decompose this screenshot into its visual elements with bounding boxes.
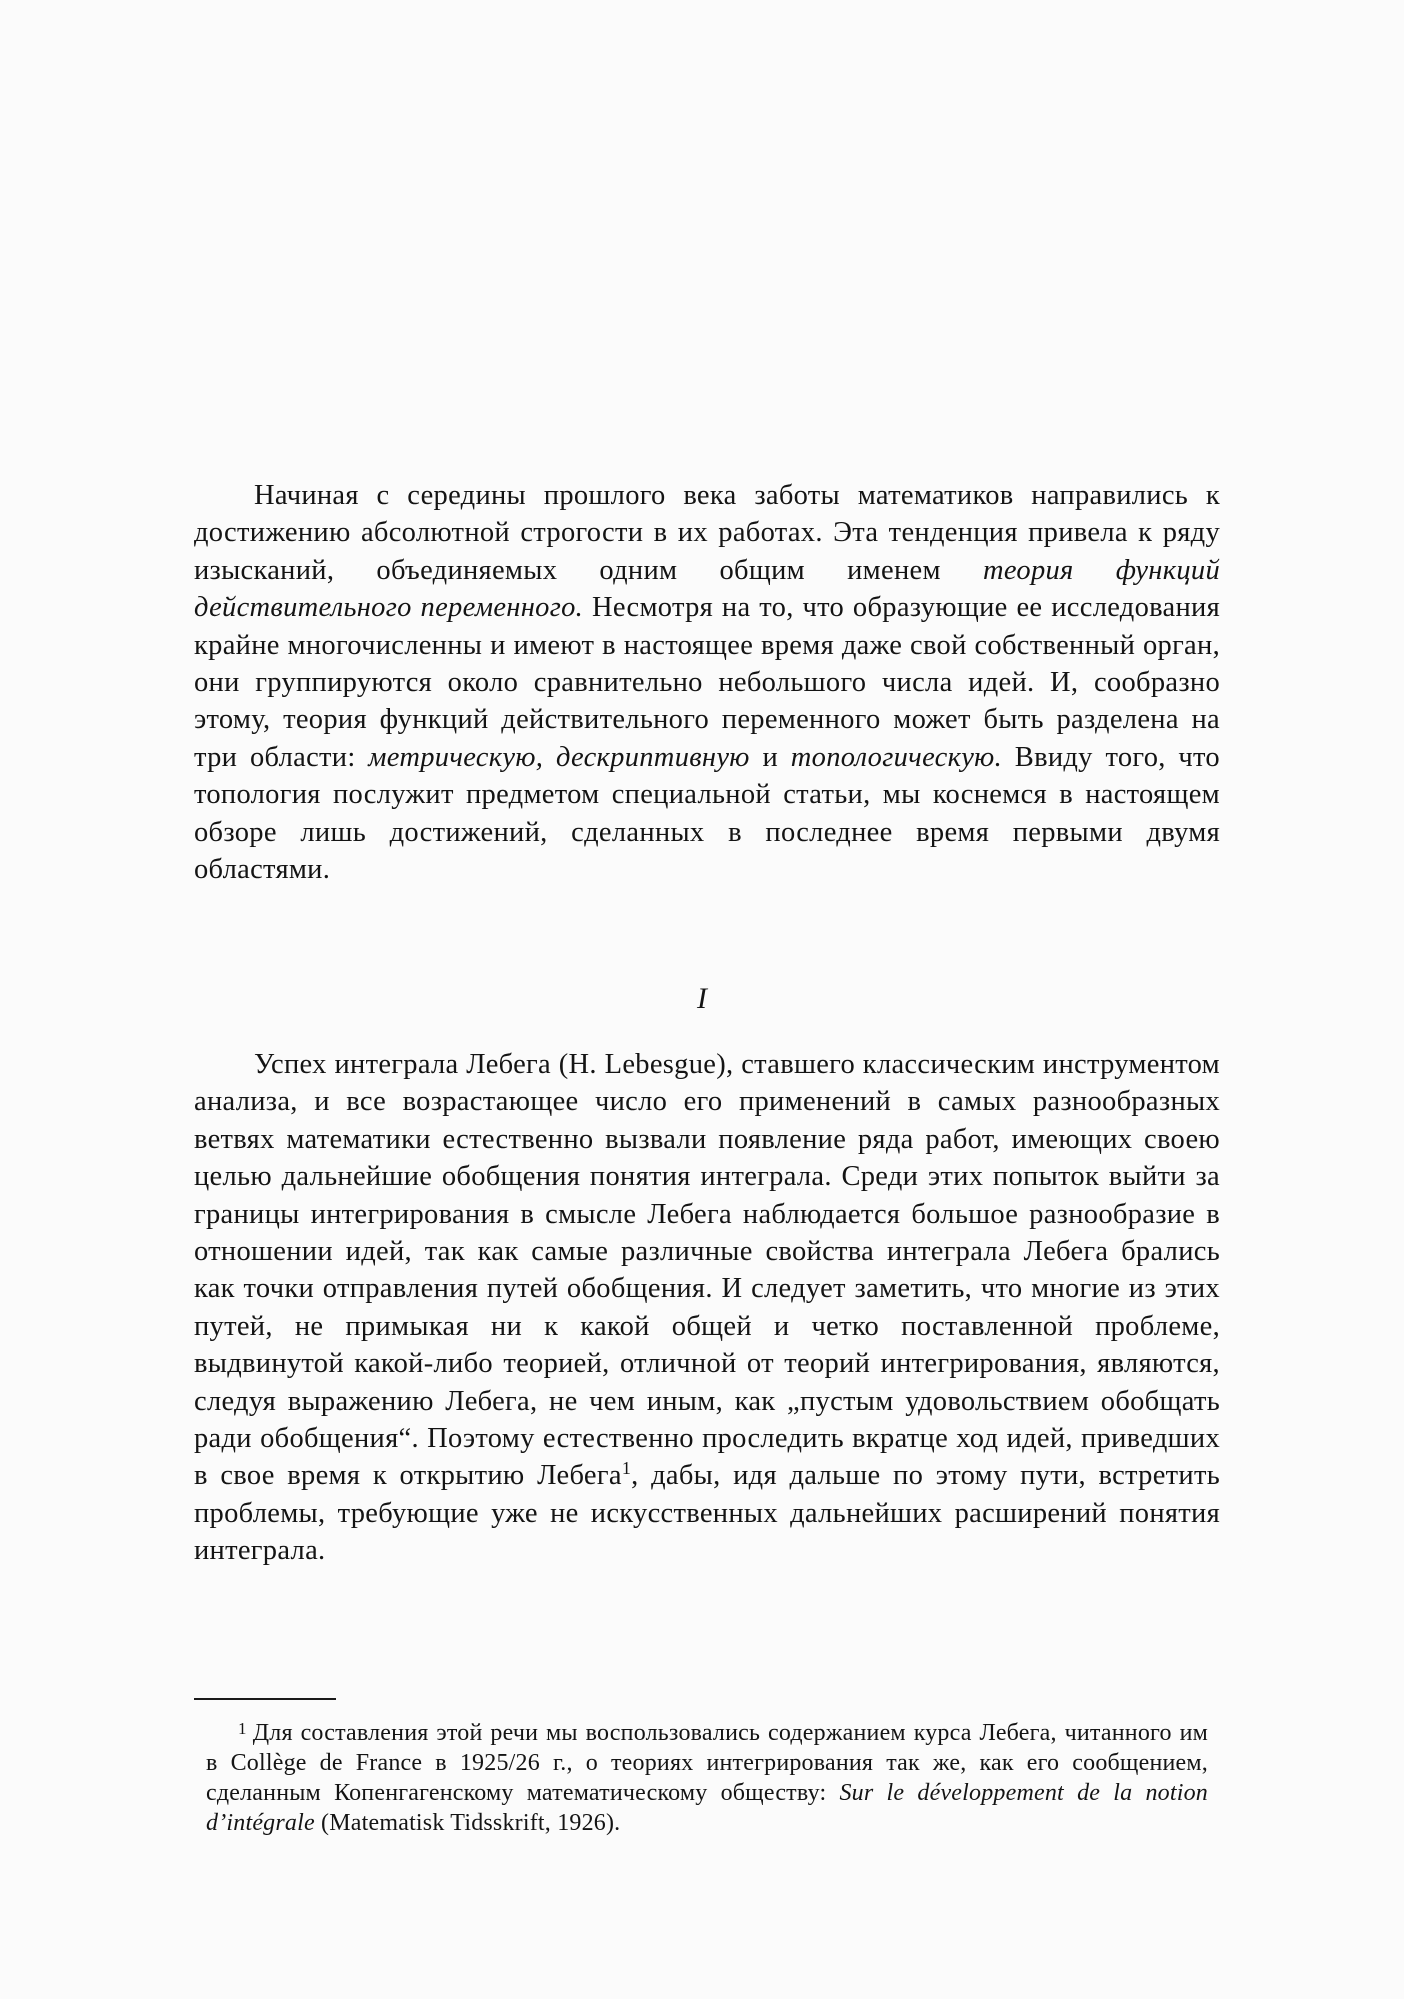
footnote-cited-title: Sur le développement de la notion d’intégrale: [206, 1780, 1208, 1836]
body-text-1: Успех интеграла Лебега (H. Lebesgue), ставшего классическим инструментом анализа, и все возрастающее число его применений в самых разнообразных ветвях математики естественно вызвали появление ряда работ, имеющих своею целью дальнейшие обобщения понятия интеграла. Среди этих попыток выйти за границы интегрирования в смысле Лебега наблюдается большое разнообразие в отношении идей, так как самые различные свойства интеграла Лебега брались как точки отправления путей обобщения. И следует заметить, что многие из этих путей, не примыкая ни к какой общей и четко поставленной проблеме, выдвинутой какой-либо теорией, отличной от теорий интегрирования, являются, следуя выражению Лебега, не чем иным, как „пустым удовольствием обобщать ради обобщения“. Поэтому естественно проследить вкратце ход идей, приведших в свое время к открытию Лебега: [194, 1049, 1220, 1492]
intro-section: [194, 477, 1220, 888]
footnote-divider: [194, 1698, 336, 1700]
body-section: [194, 1046, 1220, 1570]
footnote-text-b: (Matematisk Tidsskrift, 1926).: [314, 1810, 621, 1836]
intro-text-3: Ввиду того, что топология послужит предметом специальной статьи, мы коснемся в настоящем обзоре лишь достижений, сделанных в последнее время первыми двумя областями.: [194, 741, 1220, 886]
conjunction-and: и: [749, 741, 791, 773]
term-real-variable-theory: теория функций действительного переменного.: [194, 554, 1220, 624]
term-topological: топологическую.: [790, 741, 1003, 773]
footnote: [206, 1718, 1208, 1838]
footnote-mark: 1: [238, 1719, 247, 1738]
body-paragraph: [194, 1046, 1220, 1570]
term-descriptive: дескриптивную: [555, 741, 750, 773]
body-text-2: , дабы, идя дальше по этому пути, встретить проблемы, требующие уже не искусственных дальнейших расширений понятия интеграла.: [194, 1460, 1221, 1567]
section-heading: I: [697, 982, 707, 1015]
term-metric: метрическую,: [368, 741, 544, 773]
footnote-reference[interactable]: 1: [621, 1458, 632, 1479]
intro-text-1: Начиная с середины прошлого века заботы математиков направились к достижению абсолютной строгости в их работах. Эта тенденция привела к ряду изысканий, объединяемых одним общим именем: [194, 480, 1220, 586]
intro-paragraph: [194, 477, 1220, 888]
intro-text-2: Несмотря на то, что образующие ее исследования крайне многочисленны и имеют в настоящее время даже свой собственный орган, они группируются около сравнительно небольшого числа идей. И, сообразно этому, теория функций действительного переменного может быть разделена на три области:: [194, 592, 1220, 773]
footnote-text-a: Для составления этой речи мы воспользовались содержанием курса Лебега, читанного им в Collège de France в 1925/26 г., о теориях интегрирования так же, как его сообщением, сделанным Копенгагенскому математическому обществу:: [206, 1720, 1208, 1806]
